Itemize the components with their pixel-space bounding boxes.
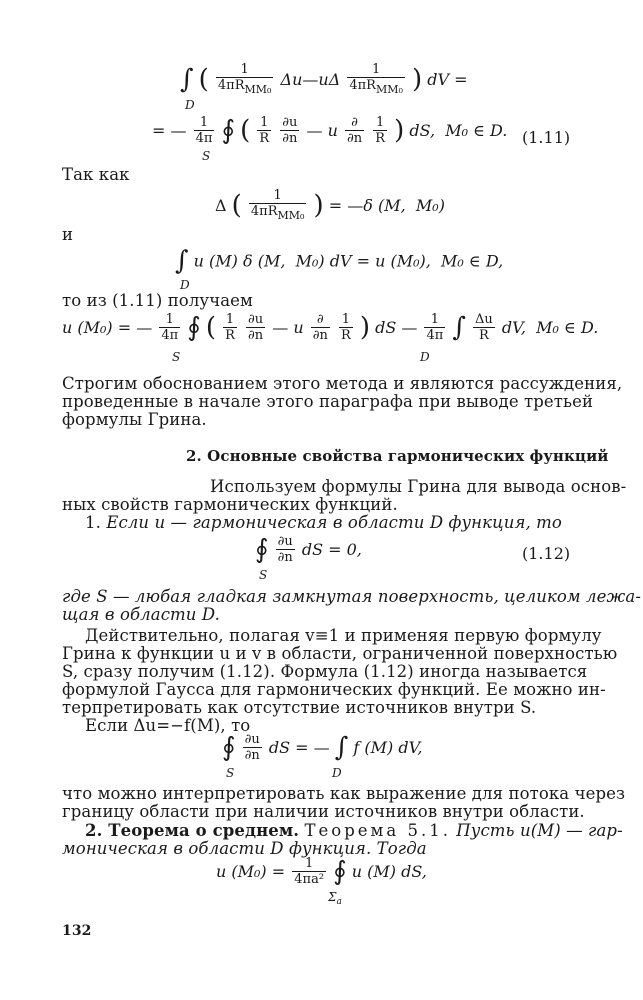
equation-number-1-11: (1.11) [522,128,571,147]
paragraph-deistvitelno-line-1: Действительно, полагая v≡1 и применяя первую формулу [85,626,602,645]
paragraph-ispolzuem-line-2: ных свойств гармонических функций. [62,495,398,514]
equation-number-1-12: (1.12) [522,544,571,563]
text-esli-delta: Если Δu=−f(M), то [85,716,251,735]
equation-integral-delta: ∫ u (M) δ (M, M₀) dV = u (M₀), M₀ ∈ D, D [175,246,504,292]
paragraph-chto-line-1: что можно интерпретировать как выражение для потока через [62,784,626,803]
paragraph-deistvitelno-line-5: терпретировать как отсутствие источников внутри S. [62,698,537,717]
paragraph-strogim-line-2: проведенные в начале этого параграфа при выводе третьей [62,392,594,411]
paragraph-deistvitelno-line-4: формулой Гаусса для гармонических функций. Ее можно ин- [62,680,606,699]
integral-sign: ∫ [180,64,194,95]
contour-integral-sign: ∮ [221,115,236,146]
text-tak-kak: Так как [62,165,130,184]
text-i: и [62,225,74,244]
paragraph-deistvitelno-line-2: Грина к функции u и v в области, ограниченной поверхностью [62,644,618,663]
paragraph-ispolzuem-line-1: Используем формулы Грина для вывода основ- [210,477,627,496]
theorem-line-2: моническая в области D функция. Тогда [62,839,427,858]
paragraph-gde-s-line-1: где S — любая гладкая замкнутая поверхность, целиком лежа- [62,587,641,606]
equation-result: u (M₀) = — $\frac{1}{4\pi}$ ∮ ( $\frac{1}{R}$ $\frac{\partial u}{\partial n}$ — u $\frac{\partial}{\partial n}$ $\frac{1}{R}$ ) dS — $\frac{1}{4\pi}$ ∫ $\frac{\Delta u}{R}$ dV, M₀ ∈ D. S D [62,312,599,364]
paragraph-strogim-line-1: Строгим обоснованием этого метода и являются рассуждения, [62,374,623,393]
item-1: 1. Если u — гармоническая в области D функция, то [85,513,562,532]
equation-1-12: ∮ $\frac{\partial u}{\partial n}$ dS = 0, S [255,534,362,582]
equation-delta: Δ ( $\frac{1}{4\pi R_{MM_0}}$ ) = —δ (M, M₀) [215,188,445,222]
equation-1-11-line-2: = — $\frac{1}{4\pi}$ ∮ ( $\frac{1}{R}$ $\frac{\partial u}{\partial n}$ — u $\frac{\partial}{\partial n}$ $\frac{1}{R}$ ) dS, M₀ ∈ D. S [152,115,508,163]
equation-flux: ∮ $\frac{\partial u}{\partial n}$ dS = — ∫ f (M) dV, S D [222,732,423,780]
paragraph-deistvitelno-line-3: S, сразу получим (1.12). Формула (1.12) иногда называется [62,662,588,681]
equation-1-11-line-1: ∫ ( $\frac{1}{4\pi R_{MM_0}}$ Δu—uΔ $\frac{1}{4\pi R_{MM_0}}$ ) dV = D [180,62,468,112]
paragraph-gde-s-line-2: щая в области D. [62,605,220,624]
theorem-line-1: 2. Теорема о среднем. Теорема 5.1. Пусть u(M) — гар- [85,821,623,840]
page-number: 132 [62,923,92,939]
section-title: 2. Основные свойства гармонических функций [186,447,609,465]
paragraph-strogim-line-3: формулы Грина. [62,410,207,429]
equation-mean-value: u (M₀) = $\frac{1}{\text{4πa²}}$ ∮ u (M) dS, $\Sigma_a$ [216,856,427,907]
text-iz-1-11: то из (1.11) получаем [62,291,253,310]
paragraph-chto-line-2: границу области при наличии источников внутри области. [62,802,585,821]
